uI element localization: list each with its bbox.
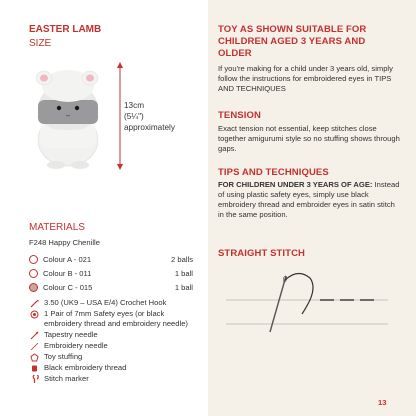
notions-list bbox=[29, 298, 199, 385]
colour-b-swatch-icon bbox=[29, 269, 38, 278]
colour-qty: 2 balls bbox=[171, 254, 193, 264]
tips-body: Instead of using plastic safety eyes, simply use black embroidery thread and embroider eyes in satin stitch in the same position. bbox=[218, 180, 400, 219]
list-item bbox=[29, 298, 199, 308]
embroidery-thread-icon bbox=[29, 363, 39, 373]
safety-eye-icon bbox=[29, 309, 39, 319]
pattern-title: EASTER LAMB bbox=[29, 24, 102, 35]
list-item bbox=[29, 280, 193, 294]
size-approx: approximately bbox=[124, 123, 175, 132]
straight-stitch-heading: STRAIGHT STITCH bbox=[218, 248, 305, 259]
size-cm: 13cm bbox=[124, 101, 145, 110]
notion-text: 3.50 (UK9 – USA E/4) Crochet Hook bbox=[44, 298, 167, 307]
colour-name: Colour C - 015 bbox=[43, 282, 93, 292]
materials-heading: MATERIALS bbox=[29, 222, 85, 233]
tension-text: Exact tension not essential, keep stitches close together amigurumi style so no stuffing shows through gaps. bbox=[218, 124, 400, 153]
colour-qty: 1 ball bbox=[174, 282, 193, 292]
colour-name: Colour B - 011 bbox=[43, 268, 92, 278]
size-arrow-icon bbox=[117, 62, 123, 170]
page-number: 13 bbox=[378, 398, 387, 407]
list-item bbox=[29, 330, 199, 340]
lamb-toy-image bbox=[30, 62, 106, 170]
colour-a-swatch-icon bbox=[29, 255, 38, 264]
tension-heading: TENSION bbox=[218, 110, 261, 121]
notion-text: Stitch marker bbox=[44, 374, 89, 383]
tips-heading: TIPS AND TECHNIQUES bbox=[218, 167, 329, 178]
notion-text: Tapestry needle bbox=[44, 330, 98, 339]
stitch-marker-icon bbox=[29, 374, 39, 384]
list-item bbox=[29, 309, 199, 329]
list-item bbox=[29, 363, 199, 373]
tapestry-needle-icon bbox=[29, 330, 39, 340]
notion-text: Black embroidery thread bbox=[44, 363, 127, 372]
colour-qty: 1 ball bbox=[174, 268, 193, 278]
colour-c-swatch-icon bbox=[29, 283, 38, 292]
size-measurement bbox=[124, 100, 175, 133]
crochet-hook-icon bbox=[29, 298, 39, 308]
list-item bbox=[29, 341, 199, 351]
tips-text bbox=[218, 180, 402, 220]
notion-text: Embroidery needle bbox=[44, 341, 108, 350]
notion-text: Toy stuffing bbox=[44, 352, 83, 361]
suitability-heading: TOY AS SHOWN SUITABLE FOR CHILDREN AGED 3 YEARS AND OLDER bbox=[218, 24, 367, 59]
list-item bbox=[29, 266, 193, 280]
size-heading: SIZE bbox=[29, 38, 52, 49]
straight-stitch-diagram bbox=[218, 262, 398, 342]
yarn-name: F248 Happy Chenille bbox=[29, 238, 100, 247]
tips-lead: FOR CHILDREN UNDER 3 YEARS OF AGE: bbox=[218, 180, 373, 189]
list-item bbox=[29, 374, 199, 384]
suitability-text: If you're making for a child under 3 years old, simply follow the instructions for embroidered eyes in TIPS AND TECHNIQUES bbox=[218, 64, 393, 93]
colour-list bbox=[29, 252, 193, 294]
notion-text: 1 Pair of 7mm Safety eyes (or black embroidery thread and embroidery needle) bbox=[44, 309, 188, 328]
list-item bbox=[29, 252, 193, 266]
embroidery-needle-icon bbox=[29, 341, 39, 351]
size-inches: (5¼") bbox=[124, 112, 144, 121]
list-item bbox=[29, 352, 199, 362]
colour-name: Colour A - 021 bbox=[43, 254, 92, 264]
toy-stuffing-icon bbox=[29, 352, 39, 362]
